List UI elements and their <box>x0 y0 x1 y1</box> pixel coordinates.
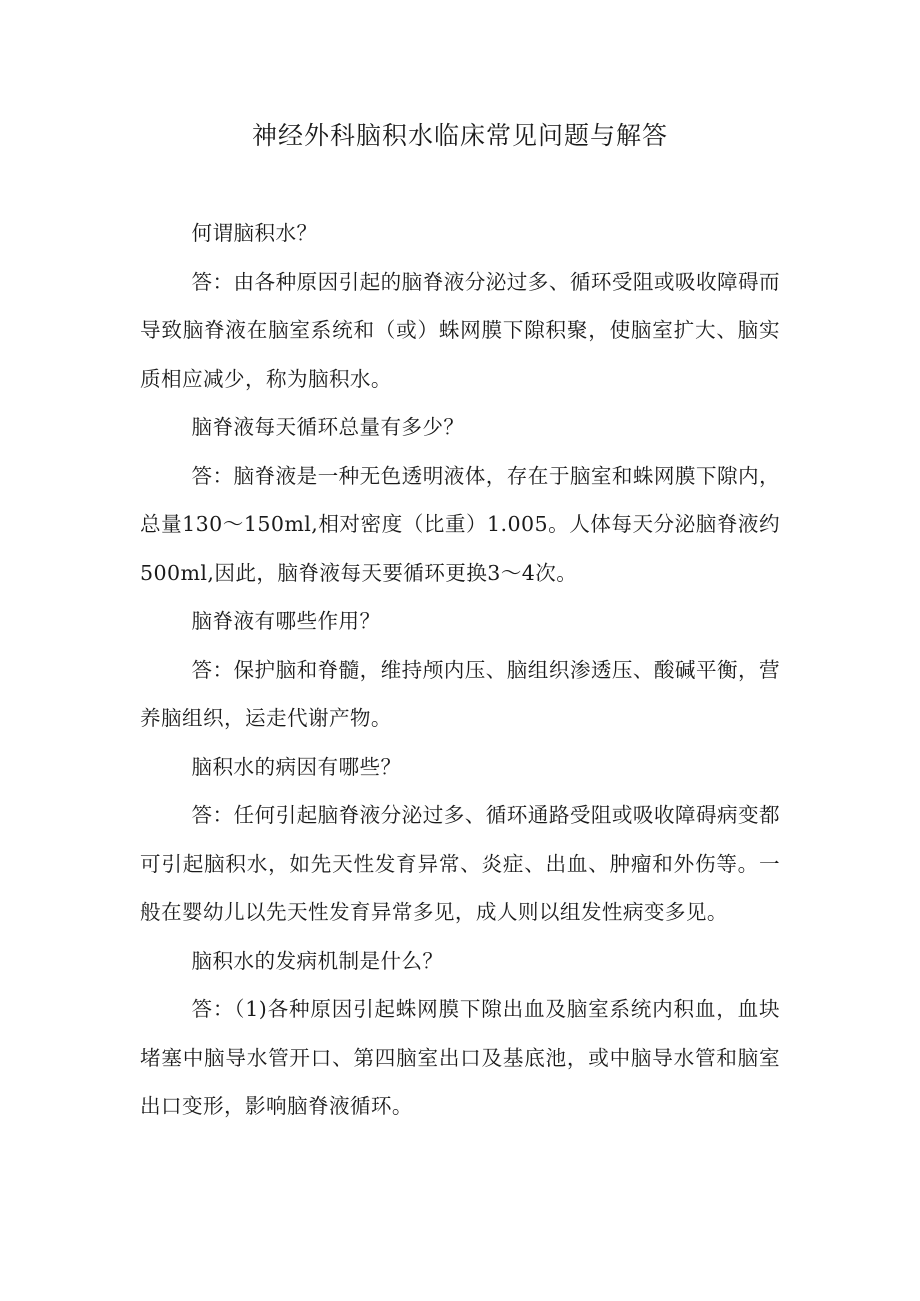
answer-3: 答：保护脑和脊髓，维持颅内压、脑组织渗透压、酸碱平衡，营养脑组织，运走代谢产物。 <box>140 657 780 730</box>
answer-4: 答：任何引起脑脊液分泌过多、循环通路受阻或吸收障碍病变都可引起脑积水，如先天性发育异常、炎症、出血、肿瘤和外伤等。一般在婴幼儿以先天性发育异常多见，成人则以组发性病变多见。 <box>140 803 780 924</box>
question-3: 脑脊液有哪些作用？ <box>191 609 381 633</box>
answer-1: 答：由各种原因引起的脑脊液分泌过多、循环受阻或吸收障碍而导致脑脊液在脑室系统和（或）蛛网膜下隙积聚，使脑室扩大、脑实质相应减少，称为脑积水。 <box>140 269 780 391</box>
question-1: 何谓脑积水？ <box>191 221 318 245</box>
answer-5: 答：（1)各种原因引起蛛网膜下隙出血及脑室系统内积血，血块堵塞中脑导水管开口、第四脑室出口及基底池，或中脑导水管和脑室出口变形，影响脑脊液循环。 <box>140 997 780 1118</box>
document-title: 神经外科脑积水临床常见问题与解答 <box>251 121 668 150</box>
answer-2: 答：脑脊液是一种无色透明液体，存在于脑室和蛛网膜下隙内，总量130～150ml,相对密度（比重）1.005。人体每天分泌脑脊液约500ml,因此，脑脊液每天要循环更换3～4次。 <box>140 463 780 585</box>
question-5: 脑积水的发病机制是什么？ <box>191 948 444 973</box>
document-body <box>140 209 780 1131</box>
question-2: 脑脊液每天循环总量有多少？ <box>191 415 465 439</box>
question-4: 脑积水的病因有哪些？ <box>191 754 402 779</box>
